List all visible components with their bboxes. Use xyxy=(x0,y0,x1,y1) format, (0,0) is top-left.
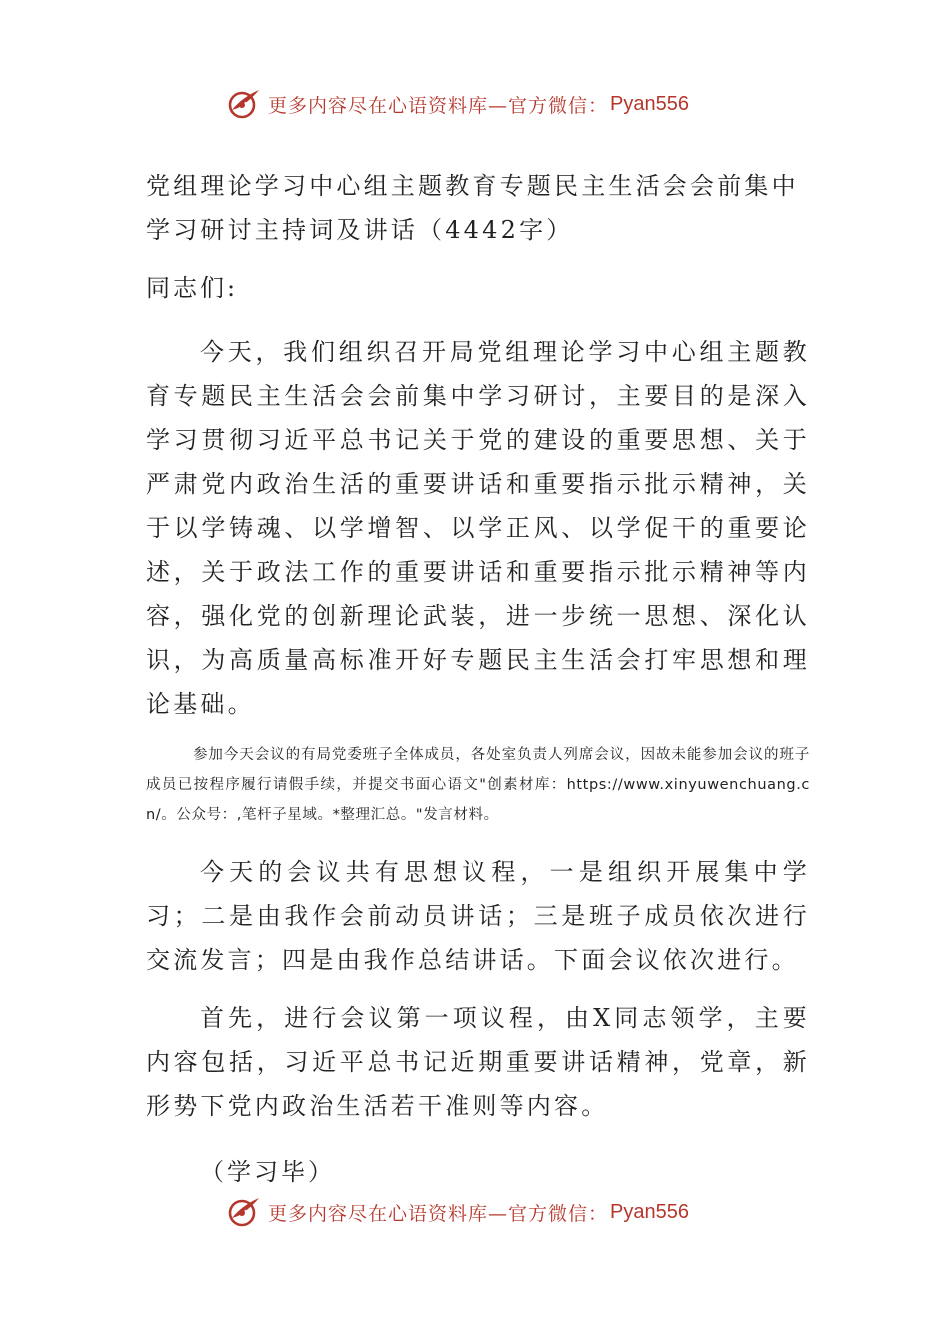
paragraph-agenda: 今天的会议共有思想议程，一是组织开展集中学习；二是由我作会前动员讲话；三是班子成员依次进行交流发言；四是由我作总结讲话。下面会议依次进行。 xyxy=(146,858,810,974)
closing-remark: （学习毕） xyxy=(200,1158,335,1186)
paragraph-intro: 今天，我们组织召开局党组理论学习中心组主题教育专题民主生活会会前集中学习研讨，主要目的是深入学习贯彻习近平总书记关于党的建设的重要思想、关于严肃党内政治生活的重要讲话和重要指示批示精神，关于以学铸魂、以学增智、以学正风、以学促干的重要论述，关于政法工作的重要讲话和重要指示批示精神等内容，强化党的创新理论武装，进一步统一思想、深化认识，为高质量高标准开好专题民主生活会打牢思想和理论基础。 xyxy=(146,338,810,718)
banner-brand-text: 更多内容尽在心语资料库—官方微信： xyxy=(268,1202,609,1225)
quill-circle-logo-icon xyxy=(226,1194,262,1230)
banner-wechat-handle: Pyan556 xyxy=(610,1200,689,1223)
salutation: 同志们: xyxy=(146,274,239,302)
header-banner xyxy=(226,84,689,124)
paragraph-first-item: 首先，进行会议第一项议程，由X同志领学，主要内容包括，习近平总书记近期重要讲话精神，党章，新形势下党内政治生活若干准则等内容。 xyxy=(146,1004,810,1120)
quill-circle-logo-icon xyxy=(226,86,262,122)
footer-banner xyxy=(226,1192,689,1232)
attendance-note: 参加今天会议的有局党委班子全体成员，各处室负责人列席会议，因故未能参加会议的班子成员已按程序履行请假手续，并提交书面心语文"创素材库：https://www.xinyuwenchuang.cn/。公众号：,笔杆子星域。*整理汇总。"发言材料。 xyxy=(146,747,810,823)
document-title: 党组理论学习中心组主题教育专题民主生活会会前集中学习研讨主持词及讲话（4442字） xyxy=(146,172,799,244)
banner-brand-text: 更多内容尽在心语资料库—官方微信： xyxy=(268,94,609,117)
banner-wechat-handle: Pyan556 xyxy=(610,92,689,115)
document-body xyxy=(146,164,810,1194)
